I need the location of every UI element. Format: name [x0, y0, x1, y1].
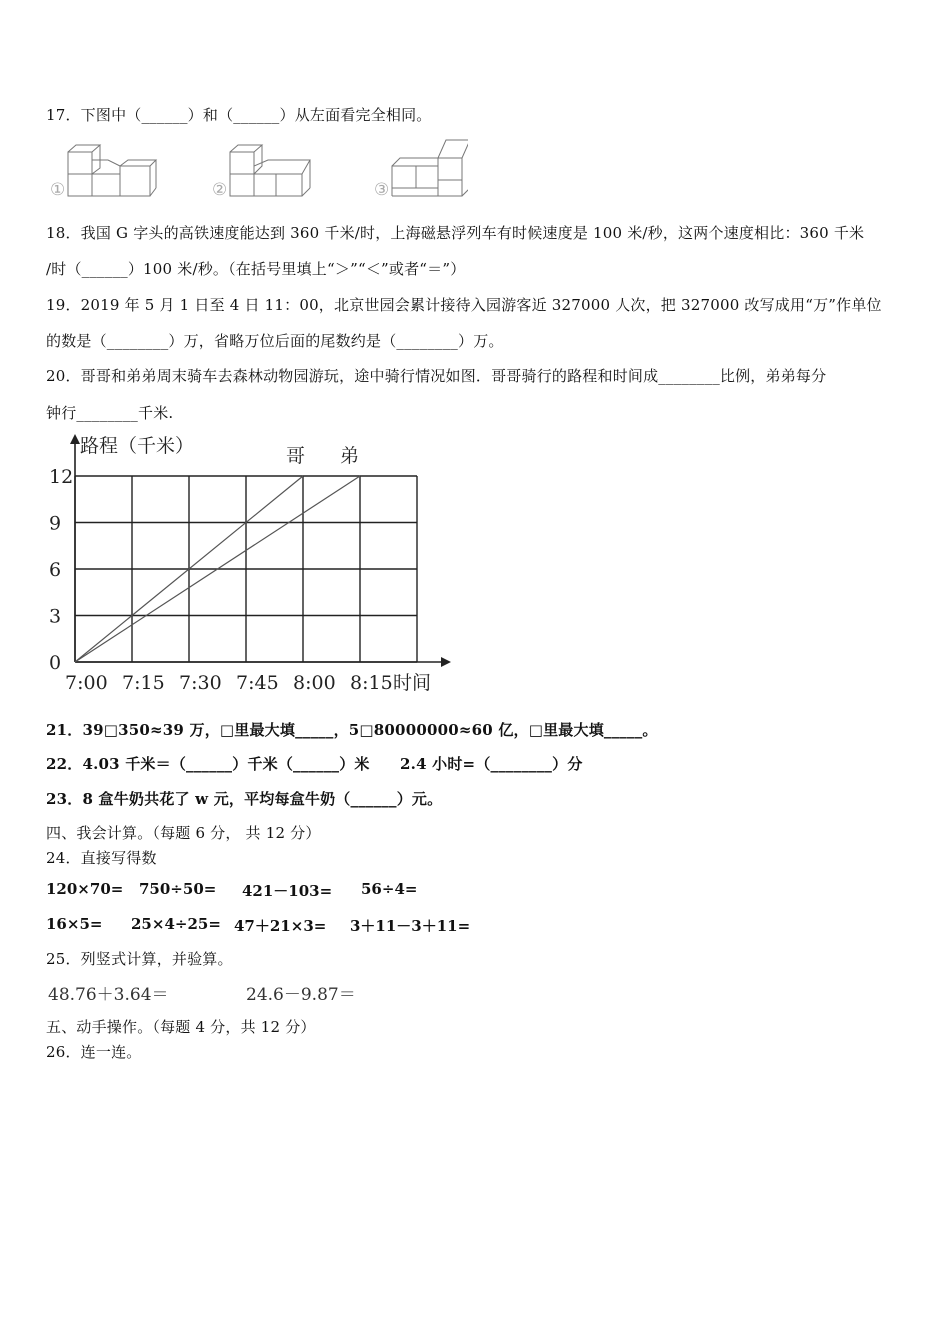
chart-grid — [75, 476, 417, 662]
q24-title: 24．直接写得数 — [46, 849, 157, 867]
q21-text: 21．39□350≈39 万，□里最大填_____，5□80000000≈60 亿，□里最大填_____。 — [46, 721, 658, 739]
q17-text: 17．下图中（______）和（______）从左面看完全相同。 — [46, 106, 432, 124]
chart-axes — [70, 434, 451, 667]
chart-ticks — [49, 466, 393, 694]
cube-figure-3 — [392, 140, 468, 196]
x-tick-label: 7:30 — [179, 672, 222, 694]
q18-line2: /时（______）100 米/秒。（在括号里填上“＞”“＜”或者“＝”） — [46, 260, 466, 278]
cube-label-3: ③ — [374, 180, 390, 200]
cube-label-2: ② — [212, 180, 228, 200]
x-tick-label: 7:00 — [65, 672, 108, 694]
q25-formula-2: 24.6－9.87＝ — [246, 985, 356, 1005]
calc-item: 56÷4= — [361, 880, 418, 898]
legend-ge: 哥 — [286, 445, 306, 467]
x-axis-arrow — [441, 657, 451, 667]
calc-item: 750÷50= — [139, 880, 217, 898]
q23-text: 23．8 盒牛奶共花了 w 元，平均每盒牛奶（______）元。 — [46, 790, 443, 808]
y-tick-label: 3 — [49, 605, 62, 628]
x-axis-label: 时间 — [393, 672, 432, 694]
calc-item: 421－103= — [242, 882, 333, 900]
q22-text: 22．4.03 千米＝（______）千米（______）米 2.4 小时=（________）分 — [46, 755, 583, 773]
q20-line1: 20．哥哥和弟弟周末骑车去森林动物园游玩，途中骑行情况如图．哥哥骑行的路程和时间成________比例，弟弟每分 — [46, 367, 827, 385]
q25-title: 25．列竖式计算，并验算。 — [46, 950, 233, 968]
legend-di: 弟 — [340, 445, 360, 467]
section4-heading: 四、我会计算。（每题 6 分， 共 12 分） — [46, 824, 321, 842]
cube-label-1: ① — [50, 180, 66, 200]
x-tick-label: 7:45 — [236, 672, 279, 694]
cube-figure-2 — [230, 145, 310, 196]
q25-formula-1: 48.76＋3.64＝ — [48, 985, 169, 1005]
y-tick-label: 9 — [49, 512, 62, 535]
section5-heading: 五、动手操作。（每题 4 分，共 12 分） — [46, 1018, 316, 1036]
q19-line2: 的数是（________）万，省略万位后面的尾数约是（________）万。 — [46, 332, 504, 350]
q18-line1: 18．我国 G 字头的高铁速度能达到 360 千米/时，上海磁悬浮列车有时候速度是 100 米/秒，这两个速度相比：360 千米 — [46, 224, 865, 242]
y-tick-label: 6 — [49, 559, 62, 581]
calc-item: 16×5= — [46, 915, 103, 933]
calc-item: 47＋21×3= — [234, 917, 327, 935]
calc-item: 3＋11－3＋11= — [350, 917, 471, 935]
y-tick-label: 12 — [49, 466, 74, 488]
q26-title: 26．连一连。 — [46, 1043, 142, 1061]
calc-item: 120×70= — [46, 880, 124, 898]
q20-line2: 钟行________千米. — [46, 404, 174, 422]
x-tick-label: 8:15 — [350, 672, 393, 694]
y-axis-label: 路程（千米） — [80, 435, 195, 457]
cube-figure-1 — [68, 145, 156, 196]
cube-figures — [48, 138, 468, 202]
distance-time-chart — [40, 428, 460, 700]
y-axis-arrow — [70, 434, 80, 444]
x-tick-label: 7:15 — [122, 672, 165, 694]
q19-line1: 19．2019 年 5 月 1 日至 4 日 11：00，北京世园会累计接待入园游客近 327000 人次，把 327000 改写成用“万”作单位 — [46, 296, 882, 314]
x-tick-label: 8:00 — [293, 672, 336, 694]
y-tick-label: 0 — [49, 652, 62, 674]
calc-item: 25×4÷25= — [131, 915, 221, 933]
